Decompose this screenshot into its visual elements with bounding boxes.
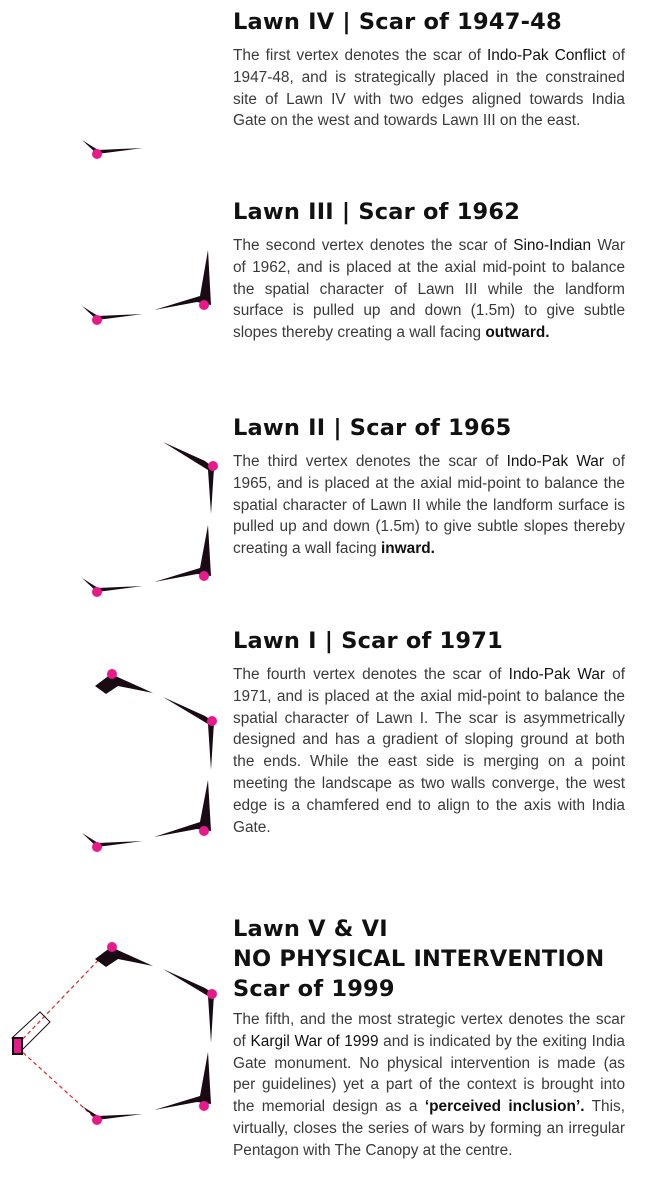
- section-body: The fourth vertex denotes the scar of Indo-Pak War of 1971, and is placed at the axial mid-point to balance the spatial character of Lawn I. The scar is asymmetrically designed and has a gradient of sloping ground at both the ends. While the east side is merging on a point meeting the landscape as two walls converge, the west edge is a chamfered end to align to the axis with India Gate.: [233, 666, 625, 836]
- scar-1947-vertex: [82, 578, 143, 597]
- section-body: The second vertex denotes the scar of Sino-Indian War of 1962, and is placed at the axial mid-point to balance the spatial character of Lawn III while the landform surface is pulled up and down (1.5m) to give subtle slopes thereby creating a wall facing outward.: [233, 237, 625, 342]
- scar-1947-vertex: [82, 306, 143, 325]
- scar-1965-vertex: [163, 697, 217, 770]
- diagram-lawn-iv: [0, 120, 232, 170]
- diagram-lawn-i: [0, 660, 232, 860]
- section-lawn-iii: [233, 197, 625, 344]
- section-body: The third vertex denotes the scar of Indo-Pak War of 1965, and is placed at the axial mid-point to balance the spatial character of Lawn II while the landform surface is pulled up and down (1.5m) to give subtle slopes thereby creating a wall facing inward.: [233, 453, 625, 558]
- title-line-3: Scar of 1999: [233, 976, 395, 1002]
- section-title: Lawn IV | Scar of 1947-48: [233, 9, 562, 35]
- title-line-1: Lawn V & VI: [233, 916, 388, 942]
- diagram-lawn-v-vi: [0, 930, 232, 1130]
- scar-1971-vertex: [95, 942, 153, 967]
- scar-1965-vertex: [163, 442, 218, 514]
- scar-1962-vertex: [154, 1052, 211, 1111]
- scar-1962-vertex: [154, 780, 211, 837]
- scar-1962-vertex: [154, 525, 211, 582]
- section-lawn-iv: [233, 7, 625, 132]
- scar-1947-vertex: [82, 140, 143, 159]
- section-title: Lawn II | Scar of 1965: [233, 415, 512, 441]
- india-gate-links: [18, 947, 111, 1120]
- section-body: The fifth, and the most strategic vertex denotes the scar of Kargil War of 1999 and is indicated by the exiting India Gate monument. No physical intervention is made (as per guidelines) yet a part of the context is brought into the memorial design as a ‘perceived inclusion’. This, virtually, closes the series of wars by forming an irregular Pentagon with The Canopy at the centre.: [233, 1011, 625, 1159]
- scar-1947-vertex: [82, 833, 143, 852]
- scar-1971-vertex: [95, 669, 153, 694]
- section-title: Lawn III | Scar of 1962: [233, 199, 521, 225]
- scar-1947-vertex: [82, 1106, 143, 1125]
- diagram-lawn-iii: [0, 240, 232, 330]
- section-lawn-v-vi: [233, 914, 625, 1162]
- section-body: The first vertex denotes the scar of Indo-Pak Conflict of 1947-48, and is strategically placed in the constrained site of Lawn IV with two edges aligned towards India Gate on the west and towards Lawn III on the east.: [233, 47, 625, 130]
- india-gate-monument: [12, 1012, 50, 1055]
- section-title: [233, 914, 625, 1004]
- diagram-lawn-ii: [0, 435, 232, 605]
- section-lawn-ii: [233, 413, 625, 560]
- section-title: Lawn I | Scar of 1971: [233, 628, 503, 654]
- scar-1962-vertex: [154, 250, 211, 310]
- scar-1965-vertex: [163, 969, 217, 1043]
- section-lawn-i: [233, 626, 625, 838]
- title-line-2: NO PHYSICAL INTERVENTION: [233, 946, 605, 972]
